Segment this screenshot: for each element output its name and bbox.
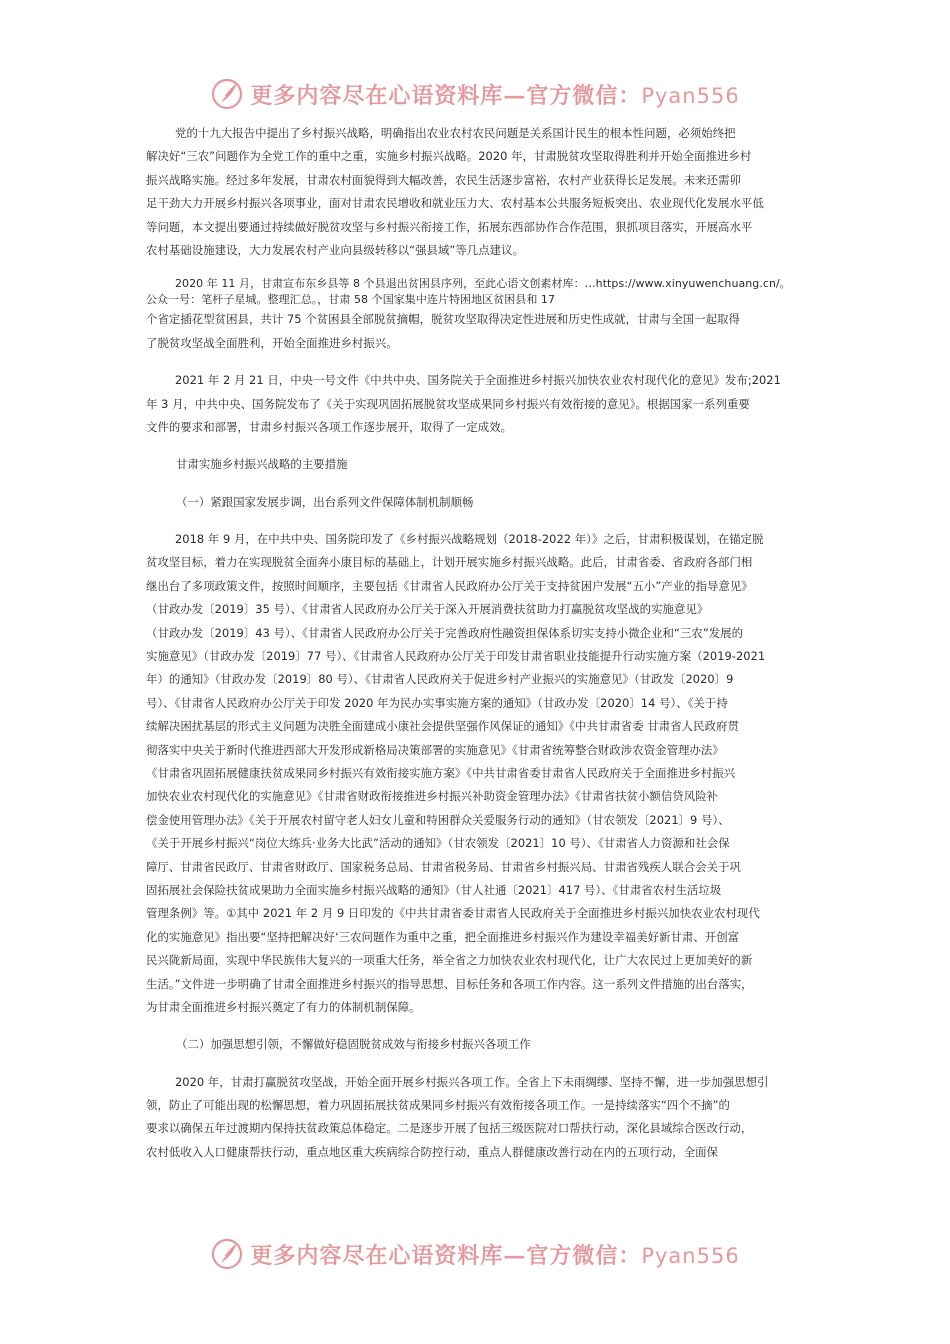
text-line: 贫攻坚目标，着力在实现脱贫全面奔小康目标的基础上，计划开展实施乡村振兴战略。此后，甘肃省委、省政府各部门相	[146, 555, 753, 570]
section-heading: 甘肃实施乡村振兴战略的主要措施	[176, 457, 348, 472]
text-line: 个省定插花型贫困县，共计 75 个贫困县全部脱贫摘帽，脱贫攻坚取得决定性进展和历史性成就，甘肃与全国一起取得	[146, 312, 740, 327]
text-line: 《甘肃省巩固拓展健康扶贫成果同乡村振兴有效衔接实施方案》《中共甘肃省委甘肃省人民政府关于全面推进乡村振兴	[146, 765, 736, 780]
document-body	[146, 122, 812, 1164]
header-banner	[0, 72, 950, 116]
text-line: 年）的通知》（甘政办发〔2019〕80 号）、《甘肃省人民政府关于促进乡村产业振兴的实施意见》（甘政发〔2020〕9	[146, 672, 734, 687]
text-line: 障厅、甘肃省民政厅、甘肃省财政厅、国家税务总局、甘肃省税务局、甘肃省乡村振兴局、甘肃省残疾人联合会关于巩	[146, 859, 741, 874]
banner-text: 更多内容尽在心语资料库—官方微信：Pyan556	[250, 1242, 740, 1269]
wechat-id: Pyan556	[641, 83, 740, 108]
text-line: 民兴陇新局面，实现中华民族伟大复兴的一项重大任务，举全省之力加快农业农村现代化，让广大农民过上更加美好的新	[146, 953, 753, 968]
text-line: 2018 年 9 月，在中共中央、国务院印发了《乡村振兴战略规划（2018-2022 年）》之后，甘肃积极谋划，在锚定脱	[175, 532, 764, 547]
text-line: 继出台了多项政策文件，按照时间顺序，主要包括《甘肃省人民政府办公厅关于支持贫困户发展“五小”产业的指导意见》	[146, 578, 753, 593]
paragraph-2020-poverty	[146, 276, 812, 355]
paragraph-policy-documents	[146, 528, 812, 1019]
text-line: 足干劲大力开展乡村振兴各项事业，面对甘肃农民增收和就业压力大、农村基本公共服务短板突出、农业现代化发展水平低	[146, 196, 764, 211]
text-line: 生活。”文件进一步明确了甘肃全面推进乡村振兴的指导思想、目标任务和各项工作内容。这一系列文件措施的出台落实，	[146, 976, 753, 991]
text-line: 偿金使用管理办法》《关于开展农村留守老人妇女儿童和特困群众关爱服务行动的通知》（甘农领发〔2021〕9 号）、	[146, 812, 730, 827]
text-line: 为甘肃全面推进乡村振兴奠定了有力的体制机制保障。	[146, 999, 421, 1014]
wechat-id: Pyan556	[641, 1243, 740, 1268]
text-line: 解决好“三农”问题作为全党工作的重中之重，实施乡村振兴战略。2020 年，甘肃脱贫攻坚取得胜利并开始全面推进乡村	[146, 149, 752, 164]
text-line: （甘政办发〔2019〕43 号）、《甘肃省人民政府办公厅关于完善政府性融资担保体系切实支持小微企业和“三农”发展的	[146, 625, 744, 640]
text-line: 化的实施意见》指出要“坚持把解决好‘三农问题作为重中之重，把全面推进乡村振兴作为建设幸福美好新甘肃、开创富	[146, 929, 740, 944]
paragraph-2021-policy	[146, 369, 812, 439]
text-line: 年 3 月，中共中央、国务院发布了《关于实现巩固拓展脱贫攻坚成果同乡村振兴有效衔接的意见》。根据国家一系列重要	[146, 396, 750, 411]
text-line: （甘政办发〔2019〕35 号）、《甘肃省人民政府办公厅关于深入开展消费扶贫助力打赢脱贫攻坚战的实施意见》	[146, 602, 709, 617]
subsection-heading-2: （二）加强思想引领，不懈做好稳固脱贫成效与衔接乡村振兴各项工作	[176, 1037, 531, 1052]
text-line: 等问题，本文提出要通过持续做好脱贫攻坚与乡村振兴衔接工作，拓展东西部协作合作范围，狠抓项目落实，开展高水平	[146, 219, 753, 234]
text-line: 固拓展社会保险扶贫成果助力全面实施乡村振兴战略的通知》（甘人社通〔2021〕417 号）、《甘肃省农村生活垃圾	[146, 882, 722, 897]
banner-text: 更多内容尽在心语资料库—官方微信：Pyan556	[250, 82, 740, 109]
text-line: 2021 年 2 月 21 日，中央一号文件《中共中央、国务院关于全面推进乡村振兴加快农业农村现代化的意见》发布;2021	[175, 373, 781, 388]
text-line: 农村基础设施建设，大力发展农村产业向县级转移以“强县域”等几点建议。	[146, 242, 525, 257]
text-line: 《关于开展乡村振兴“岗位大练兵·业务大比武”活动的通知》（甘农领发〔2021〕10 号）、《甘肃省人力资源和社会保	[146, 836, 730, 851]
text-line: 文件的要求和部署，甘肃乡村振兴各项工作逐步展开，取得了一定成效。	[146, 419, 513, 434]
footer-banner	[0, 1232, 950, 1276]
text-line: 公众一号：笔杆子星城。整理汇总。，甘肃 58 个国家集中连片特困地区贫困县和 17	[146, 293, 556, 307]
paragraph-2020-work	[146, 1071, 812, 1165]
text-line: 续解决困扰基层的形式主义问题为决胜全面建成小康社会提供坚强作风保证的通知》《中共甘肃省委 甘肃省人民政府贯	[146, 719, 739, 734]
subsection-heading-1: （一）紧跟国家发展步调，出台系列文件保障体制机制顺畅	[176, 494, 474, 509]
text-line: 领，防止了可能出现的松懈思想，着力巩固拓展扶贫成果同乡村振兴有效衔接各项工作。一是持续落实“四个不摘”的	[146, 1098, 730, 1113]
text-line: 要求以确保五年过渡期内保持扶贫政策总体稳定。二是逐步开展了包括三级医院对口帮扶行动，深化县域综合医改行动，	[146, 1121, 753, 1136]
paragraph-intro	[146, 122, 812, 262]
quill-pen-logo-icon	[210, 1237, 244, 1271]
text-line: 号）、《甘肃省人民政府办公厅关于印发 2020 年为民办实事实施方案的通知》（甘政办发〔2020〕14 号）、《关于持	[146, 695, 728, 710]
text-line: 彻落实中央关于新时代推进西部大开发形成新格局决策部署的实施意见》《甘肃省统筹整合财政涉农资金管理办法》	[146, 742, 724, 757]
text-line: 加快农业农村现代化的实施意见》《甘肃省财政衔接推进乡村振兴补助资金管理办法》《甘肃省扶贫小额信贷风险补	[146, 789, 719, 804]
text-line: 2020 年 11 月，甘肃宣布东乡县等 8 个县退出贫困县序列，至此心语文创素材库：…https://www.xinyuwenchuang.cn/。	[175, 277, 791, 291]
quill-pen-logo-icon	[210, 77, 244, 111]
text-line: 振兴战略实施。经过多年发展，甘肃农村面貌得到大幅改善，农民生活逐步富裕，农村产业获得长足发展。未来还需卯	[146, 172, 741, 187]
text-line: 实施意见》（甘政办发〔2019〕77 号）、《甘肃省人民政府办公厅关于印发甘肃省职业技能提升行动实施方案（2019-2021	[146, 649, 766, 664]
text-line: 管理条例》等。①其中 2021 年 2 月 9 日印发的《中共甘肃省委甘肃省人民政府关于全面推进乡村振兴加快农业农村现代	[146, 906, 760, 921]
text-line: 2020 年，甘肃打赢脱贫攻坚战，开始全面开展乡村振兴各项工作。全省上下未雨绸缪、坚持不懈，进一步加强思想引	[175, 1074, 769, 1089]
text-line: 农村低收入人口健康帮扶行动，重点地区重大疾病综合防控行动，重点人群健康改善行动在内的五项行动，全面保	[146, 1144, 719, 1159]
text-line: 了脱贫攻坚战全面胜利，开始全面推进乡村振兴。	[146, 335, 398, 350]
text-line: 党的十九大报告中提出了乡村振兴战略，明确指出农业农村农民问题是关系国计民生的根本性问题，必须始终把	[175, 126, 736, 140]
